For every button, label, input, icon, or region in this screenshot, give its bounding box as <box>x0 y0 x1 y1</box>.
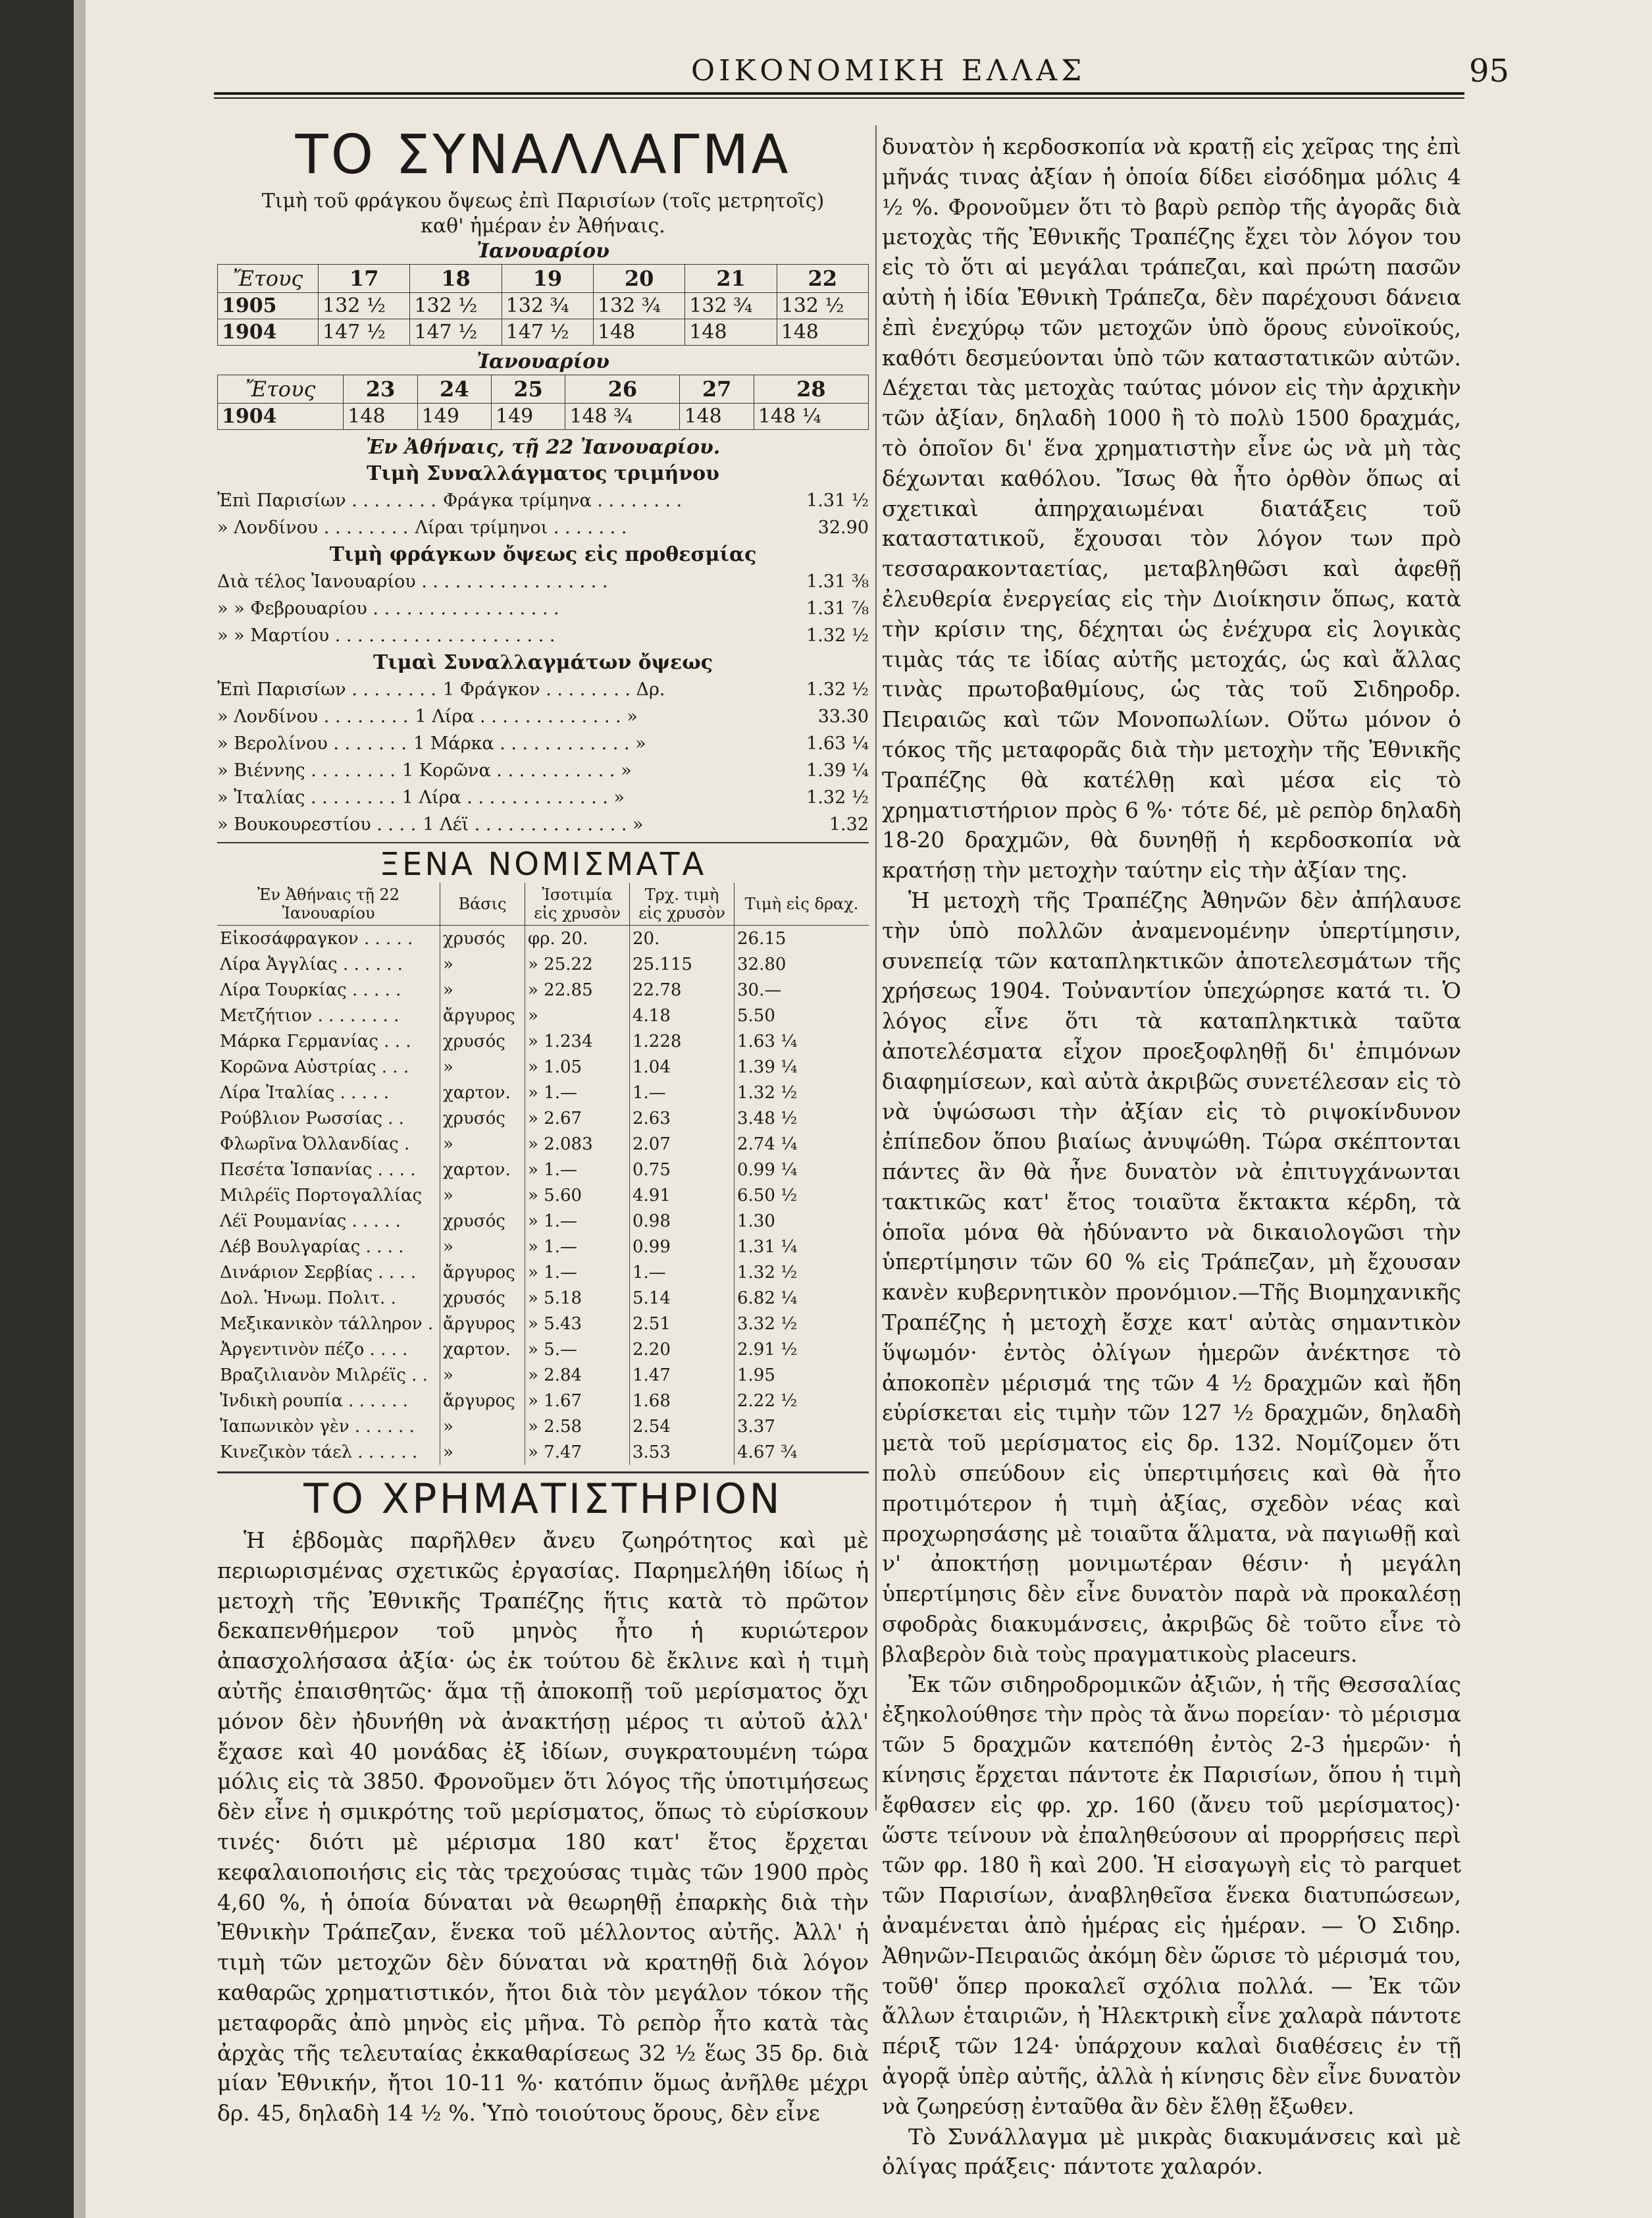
gold-price: 25.115 <box>630 951 735 977</box>
rate-cell: 148 <box>593 319 684 346</box>
table-row <box>218 404 869 430</box>
gold-price: 5.14 <box>630 1285 735 1311</box>
dateline: Ἐν Ἀθήναις, τῇ 22 Ἰανουαρίου. <box>365 436 721 459</box>
paragraph: Ἐκ τῶν σιδηροδρομικῶν ἀξιῶν, ἡ τῆς Θεσσαλίας ἐξηκολούθησε τὴν πρὸς τὰ ἄνω πορείαν· τὸ μέρισμα τῶν 5 δραχμῶν κατεπόθη ἐντὸς 2-3 ἡμερῶν· ἡ κίνησις ἔρχεται πάντοτε ἐκ Παρισίων, ὅπου ἡ τιμὴ ἔφθασεν εἰς φρ. χρ. 160 (ἄνευ τοῦ μερίσματος)· ὥστε τείνουν νὰ ἐπαληθεύσουν αἱ προρρήσεις περὶ τῶν φρ. 180 ἢ καὶ 200. Ἡ εἰσαγωγὴ εἰς τὸ parquet τῶν Παρισίων, ἀναβληθεῖσα ἕνεκα διατυπώσεων, ἀναμένεται ἀπὸ ἡμέρας εἰς ἡμέραν. — Ὁ Σιδηρ. Ἀθηνῶν-Πειραιῶς ἀκόμη δὲν ὥρισε τὸ μέρισμά του, τοῦθ' ὅπερ προκαλεῖ σχόλια πολλά. — Ἐκ τῶν ἄλλων ἑταιριῶν, ἡ Ἠλεκτρικὴ εἶνε χαλαρὰ πάντοτε πέριξ τῶν 124· ὑπάρχουν καλαὶ διαθέσεις ἐν τῇ ἀγορᾷ ὑπὲρ αὐτῆς, ἀλλὰ ἡ κίνησις δὲν εἶνε δυνατὸν νὰ ζωηρεύσῃ ἐνταῦθα ἂν δὲν ἔλθῃ ἔξωθεν. <box>882 1671 1461 2119</box>
drachma-price: 3.32 ½ <box>735 1311 869 1336</box>
table-row <box>217 1208 869 1234</box>
coin-basis: ἄργυρος <box>440 1259 525 1285</box>
table-row <box>217 926 869 952</box>
coin-basis: » <box>440 1439 525 1465</box>
gold-price: 1.— <box>630 1080 735 1105</box>
table-row <box>217 951 869 977</box>
coin-name: Ἀργεντινὸν πέζο . . . . <box>220 1339 408 1360</box>
rate-cell: 149 <box>492 404 565 430</box>
table-row <box>217 1003 869 1028</box>
gold-parity: » 1.— <box>525 1234 630 1259</box>
synallagma-subtitle-2: καθ' ἡμέραν ἐν Ἀθήναις. <box>421 215 665 238</box>
gold-price: 20. <box>630 926 735 952</box>
coin-basis: χρυσός <box>440 1285 525 1311</box>
gold-price: 2.20 <box>630 1336 735 1362</box>
rate-cell: 149 <box>417 404 491 430</box>
day-header: 27 <box>680 375 754 404</box>
gold-price: 22.78 <box>630 977 735 1003</box>
day-header: 28 <box>754 375 868 404</box>
list-item <box>217 703 869 730</box>
coin-name: Μάρκα Γερμανίας . . . <box>220 1031 411 1051</box>
rate-value: 1.31 ⅜ <box>806 571 869 592</box>
place-label: » Λονδίνου . . . . . . . . <box>217 517 409 538</box>
gold-parity: » 2.67 <box>525 1105 630 1131</box>
gold-price: 1.04 <box>630 1054 735 1080</box>
gold-price: 1.47 <box>630 1362 735 1388</box>
drachma-price: 0.99 ¼ <box>735 1157 869 1182</box>
gold-parity: » 1.— <box>525 1259 630 1285</box>
running-header: ΟΙΚΟΝΟΜΙΚΗ ΕΛΛΑΣ <box>691 54 1086 88</box>
coin-name: Πεσέτα Ἱσπανίας . . . . <box>220 1159 416 1180</box>
drachma-price: 1.32 ½ <box>735 1080 869 1105</box>
day-header: 23 <box>344 375 417 404</box>
coin-basis: χρυσός <box>440 926 525 952</box>
coin-basis: » <box>440 1131 525 1157</box>
section-heading: Τιμὴ Συναλλάγματος τριμήνου <box>367 462 719 485</box>
table-row <box>217 1259 869 1285</box>
day-header: 17 <box>319 265 410 293</box>
table-row <box>217 1413 869 1439</box>
table-row <box>217 1336 869 1362</box>
right-column <box>882 132 1461 2205</box>
rate-value: 1.39 ¼ <box>806 760 869 781</box>
table-row <box>217 1388 869 1413</box>
rate-cell: 132 ½ <box>777 293 868 319</box>
coin-basis: χαρτον. <box>440 1336 525 1362</box>
column-header: Τιμὴ εἰς δραχ. <box>735 883 869 926</box>
drachma-price: 4.67 ¾ <box>735 1439 869 1465</box>
table-row <box>218 293 869 319</box>
list-item <box>217 622 869 649</box>
gold-parity: » 1.— <box>525 1157 630 1182</box>
rate-value: 1.32 <box>829 814 869 835</box>
table-row <box>218 319 869 346</box>
drachma-price: 2.22 ½ <box>735 1388 869 1413</box>
three-month-section <box>217 460 869 838</box>
coin-name: Λίρα Τουρκίας . . . . . <box>220 980 401 1000</box>
rate-cell: 132 ¾ <box>685 293 777 319</box>
gold-parity: » 1.234 <box>525 1028 630 1054</box>
table-row <box>217 1311 869 1336</box>
page-number: 95 <box>1469 53 1510 90</box>
gold-price: 4.18 <box>630 1003 735 1028</box>
coin-basis: » <box>440 1182 525 1208</box>
table-row <box>217 1105 869 1131</box>
header-rule-thin <box>214 97 1464 99</box>
foreign-coins-table <box>217 883 869 1465</box>
rate-cell: 148 ¾ <box>565 404 680 430</box>
drachma-price: 1.95 <box>735 1362 869 1388</box>
table-row <box>217 1028 869 1054</box>
list-item <box>217 784 869 811</box>
term-label: Διὰ τέλος Ἰανουαρίου . . . . . . . . . . . . . . . . . <box>217 571 608 592</box>
coin-basis: » <box>440 951 525 977</box>
paragraph: Ἡ μετοχὴ τῆς Τραπέζης Ἀθηνῶν δὲν ἀπήλαυσε τὴν ὑπὸ πολλῶν ἀναμενομένην ὑπερτίμησιν, συνεπείᾳ τῶν καταπληκτικῶν ἀποτελεσμάτων τῆς χρήσεως 1904. Τοὐναντίον ὑπεχώρησε κατά τι. Ὁ λόγος εἶνε ὅτι τὰ καταπληκτικὰ ταῦτα ἀποτελέσματα εἶχον προεξοφληθῇ δι' ἐπιμόνων διαφημίσεων, καὶ αὐτὰ ἀκριβῶς συνετέλεσαν εἰς τὸ νὰ ὑψώσωσι τὴν ἀξίαν εἰς τὸ ριψοκίνδυνον ἐπίπεδον ὅπου βιαίως ἀνυψώθη. Τώρα σκέπτονται πάντες ἂν θὰ ἦνε δυνατὸν νὰ ἐπιτυγχάνωνται τακτικῶς κατ' ἔτος τοιαῦτα ἔκτακτα κέρδη, τὰ ὁποῖα μόνα θὰ ἠδύναντο νὰ δικαιολογῶσι τὴν ὑπερτίμησιν τῶν 60 % εἰς Τράπεζαν, μὴ ἔχουσαν κανὲν κυβερνητικὸν προνόμιον.—Τῆς Βιομηχανικῆς Τραπέζης ἡ μετοχὴ ἔσχε κατ' αὐτὰς σημαντικὸν ὕψωμόν· ἐντὸς ὀλίγων ἡμερῶν ἀνέκτησε τὸ ἀποκοπὲν μέρισμά της τῶν 4 ½ δραχμῶν καὶ ἤδη εὑρίσκεται εἰς τιμὴν τῶν 127 ½ δραχμῶν, δηλαδὴ μετὰ τοῦ μερίσματος εἰς δρ. 132. Νομίζομεν ὅτι πολὺ σπεύδουν εἰς ὑπερτιμήσεις καὶ θὰ ἦτο προτιμότερον ἡ τιμὴ ἀξίας, σχεδὸν νέας καὶ προχωρησάσης μὲ τοιαῦτα ἅλματα, νὰ παγιωθῇ καὶ ν' ἀποκτήσῃ μονιμωτέραν θέσιν· ἡ μεγάλη ὑπερτίμησις δὲν εἶνε δυνατὸν παρὰ νὰ προκαλέσῃ σφοδρὰς διακυμάνσεις, ἀκριβῶς δὲ τοῦτο εἶνε τὸ βλαβερὸν διὰ τοὺς πραγματικοὺς placeurs. <box>882 887 1461 1667</box>
coin-name: Μιλρέϊς Πορτογαλλίας <box>220 1185 423 1205</box>
coin-name: Μεξικανικὸν τάλληρον . <box>220 1313 434 1334</box>
coin-name: Μετζήτιον . . . . . . . . <box>220 1005 400 1026</box>
gold-price: 4.91 <box>630 1182 735 1208</box>
place-label: Ἐπὶ Παρισίων . . . . . . . . <box>217 679 436 700</box>
day-header: 22 <box>777 265 868 293</box>
list-item <box>217 568 869 595</box>
table-row <box>217 1234 869 1259</box>
rate-cell: 148 <box>344 404 417 430</box>
paragraph: δυνατὸν ἡ κερδοσκοπία νὰ κρατῇ εἰς χεῖρας της ἐπὶ μῆνάς τινας ἀξίαν ἡ ὁποία δίδει εἰσόδημα μόλις 4 ½ %. Φρονοῦμεν ὅτι τὸ βαρὺ ρεπὸρ τῆς ἀγορᾶς διὰ μετοχὰς τῆς Ἐθνικῆς Τραπέζης ἔχει τὸν λόγον του εἰς τὸ ὅτι αἱ μεγάλαι τράπεζαι, καὶ πρώτη πασῶν αὐτὴ ἡ ἰδία Ἐθνικὴ Τράπεζα, δὲν παρέχουσι δάνεια ἐπὶ ἐνεχύρῳ τῶν μετοχῶν ὑπὸ ὅρους εὐνοϊκούς, καθότι δεσμεύονται ὑπὸ τῶν καταστατικῶν αὐτῶν. Δέχεται τὰς μετοχὰς ταύτας μόνον εἰς τὴν ἀρχικὴν τῶν ἀξίαν, δηλαδὴ 1000 ἢ τὸ πολὺ 1500 δραχμάς, τὸ ὁποῖον δι' ἕνα χρηματιστὴν εἶνε ὡς νὰ μὴ τὰς δέχωνται καθόλου. Ἴσως θὰ ἦτο ὀρθὸν ὅπως αἱ σχετικαὶ ἀπηρχαιωμέναι διατάξεις τοῦ καταστατικοῦ, ἔχουσαι τὸν λόγον των πρὸ τεσσαρακονταετίας, μεταβληθῶσι καὶ ἀφεθῇ ἐλευθερία ἐνεργείας εἰς τὴν Διοίκησιν ὅπως, κατὰ τὴν κρίσιν της, δέχηται ὡς ἐνέχυρα εἰς λογικὰς τιμὰς τάς τε ἰδίας αὐτῆς μετοχάς, ὡς καὶ ἄλλας τινὰς πρωτοβαθμίους, ὡς τὰς τοῦ Σιδηροδρ. Πειραιῶς καὶ τῶν Μονοπωλίων. Οὕτω μόνον ὁ τόκος τῆς μεταφορᾶς διὰ τὴν μετοχὴν τῆς Ἐθνικῆς Τραπέζης θὰ κατέλθῃ καὶ μέσα εἰς τὸ χρηματιστήριον πρὸς 6 %· τότε δέ, μὲ ρεπὸρ δηλαδὴ 18-20 δραχμῶν, θὰ δυνηθῇ ἡ κερδοσκοπία νὰ κρατήσῃ τὴν μετοχὴν ταύτην εἰς τὴν ἀξίαν της. <box>882 134 1461 884</box>
rate-value: 1.31 ⅞ <box>806 598 869 619</box>
drachma-price: 5.50 <box>735 1003 869 1028</box>
drachma-price: 1.30 <box>735 1208 869 1234</box>
paragraph: Τὸ Συνάλλαγμα μὲ μικρὰς διακυμάνσεις καὶ μὲ ὀλίγας πράξεις· πάντοτε χαλαρόν. <box>882 2123 1461 2180</box>
coin-basis: ἄργυρος <box>440 1003 525 1028</box>
table-row <box>217 1439 869 1465</box>
coin-name: Δολ. Ἡνωμ. Πολιτ. . <box>220 1288 396 1308</box>
unit-label: Φράγκα τρίμηνα . . . . . . . . <box>442 490 683 511</box>
coin-basis: » <box>440 977 525 1003</box>
gold-price: 0.99 <box>630 1234 735 1259</box>
unit-label: 1 Φράγκον . . . . . . . . Δρ. <box>442 679 665 700</box>
year-cell: 1904 <box>218 404 344 430</box>
rate-value: 1.32 ½ <box>806 625 869 646</box>
place-label: » Βερολίνου . . . . . . . <box>217 733 407 754</box>
book-gutter <box>0 0 74 2218</box>
year-cell: 1905 <box>218 293 319 319</box>
coin-basis: » <box>440 1234 525 1259</box>
gold-parity: φρ. 20. <box>525 926 630 952</box>
place-label: Ἐπὶ Παρισίων . . . . . . . . <box>217 490 436 511</box>
list-item <box>217 487 869 514</box>
rates-table-2 <box>217 375 869 430</box>
month-heading-1: Ἰανουαρίου <box>477 240 609 263</box>
coin-basis: χαρτον. <box>440 1157 525 1182</box>
term-label: » » Μαρτίου . . . . . . . . . . . . . . . . . . . . <box>217 625 555 646</box>
drachma-price: 2.91 ½ <box>735 1336 869 1362</box>
coin-basis: χαρτον. <box>440 1080 525 1105</box>
coin-basis: » <box>440 1413 525 1439</box>
synallagma-title: ΤΟ ΣΥΝΑΛΛΑΓΜΑ <box>295 124 791 186</box>
gold-parity: » <box>525 1003 630 1028</box>
gold-price: 2.63 <box>630 1105 735 1131</box>
day-header: 25 <box>492 375 565 404</box>
rate-value: 33.30 <box>817 706 869 727</box>
unit-label: 1 Λέϊ . . . . . . . . . . . . . . » <box>423 814 644 835</box>
coin-name: Ἰαπωνικὸν γὲν . . . . . . <box>220 1416 415 1437</box>
drachma-price: 26.15 <box>735 926 869 952</box>
table-row <box>217 1080 869 1105</box>
table-row <box>217 977 869 1003</box>
list-item <box>217 811 869 838</box>
table-row <box>217 1131 869 1157</box>
day-header: 24 <box>417 375 491 404</box>
rate-cell: 148 <box>680 404 754 430</box>
coin-name: Βραζιλιανὸν Μιλρέϊς . . <box>220 1365 428 1385</box>
column-header: Βάσις <box>440 883 525 926</box>
coin-basis: χρυσός <box>440 1028 525 1054</box>
gold-parity: » 2.58 <box>525 1413 630 1439</box>
table-row <box>217 1362 869 1388</box>
rate-cell: 148 <box>685 319 777 346</box>
rate-value: 1.31 ½ <box>806 490 869 511</box>
coin-name: Λίρα Ἰταλίας . . . . . <box>220 1082 390 1103</box>
article-body-right <box>882 132 1461 2182</box>
header-rule <box>214 92 1464 95</box>
rates-table-1 <box>217 264 869 346</box>
gold-price: 2.54 <box>630 1413 735 1439</box>
list-item <box>217 730 869 757</box>
drachma-price: 1.32 ½ <box>735 1259 869 1285</box>
coin-name: Λέϊ Ρουμανίας . . . . . <box>220 1211 401 1231</box>
drachma-price: 30.— <box>735 977 869 1003</box>
drachma-price: 3.48 ½ <box>735 1105 869 1131</box>
list-item <box>217 595 869 622</box>
list-item <box>217 757 869 784</box>
gold-parity: » 22.85 <box>525 977 630 1003</box>
list-item <box>217 676 869 703</box>
column-header: Ἐν Ἀθήναις τῇ 22 Ἰανουαρίου <box>217 883 440 926</box>
year-column-header: Ἔτους <box>218 265 319 293</box>
coin-name: Ρούβλιον Ρωσσίας . . <box>220 1108 404 1128</box>
unit-label: 1 Κορῶνα . . . . . . . . . . . » <box>401 760 632 781</box>
unit-label: Λίραι τρίμηνοι . . . . . . . <box>415 517 627 538</box>
list-item <box>217 514 869 541</box>
place-label: » Βουκουρεστίου . . . . <box>217 814 417 835</box>
gold-parity: » 7.47 <box>525 1439 630 1465</box>
rate-cell: 132 ¾ <box>593 293 684 319</box>
rate-value: 1.63 ¼ <box>806 733 869 754</box>
gold-price: 3.53 <box>630 1439 735 1465</box>
drachma-price: 6.50 ½ <box>735 1182 869 1208</box>
term-label: » » Φεβρουαρίου . . . . . . . . . . . . . . . . . <box>217 598 559 619</box>
rate-cell: 132 ¾ <box>502 293 593 319</box>
year-column-header: Ἔτους <box>218 375 344 404</box>
gold-price: 1.— <box>630 1259 735 1285</box>
coin-basis: » <box>440 1362 525 1388</box>
gold-parity: » 5.— <box>525 1336 630 1362</box>
unit-label: 1 Λίρα . . . . . . . . . . . . . » <box>401 787 625 808</box>
column-divider <box>875 125 877 1810</box>
section-heading: Τιμὴ φράγκων ὄψεως εἰς προθεσμίας <box>329 543 757 566</box>
place-label: » Βιέννης . . . . . . . . <box>217 760 396 781</box>
table-row <box>217 1157 869 1182</box>
article-body-left <box>217 1525 869 2128</box>
table-row <box>217 1054 869 1080</box>
gold-parity: » 1.— <box>525 1080 630 1105</box>
coin-name: Ἰνδικὴ ρουπία . . . . . . <box>220 1390 409 1411</box>
gold-parity: » 1.— <box>525 1208 630 1234</box>
gold-price: 1.68 <box>630 1388 735 1413</box>
gold-parity: » 25.22 <box>525 951 630 977</box>
day-header: 20 <box>593 265 684 293</box>
day-header: 18 <box>410 265 502 293</box>
column-header: Τρχ. τιμὴ εἰς χρυσὸν <box>630 883 735 926</box>
column-header: Ἰσοτιμία εἰς χρυσὸν <box>525 883 630 926</box>
gold-price: 2.51 <box>630 1311 735 1336</box>
day-header: 21 <box>685 265 777 293</box>
gold-parity: » 5.18 <box>525 1285 630 1311</box>
place-label: » Λονδίνου . . . . . . . . <box>217 706 409 727</box>
rate-cell: 132 ½ <box>319 293 410 319</box>
rate-cell: 148 ¼ <box>754 404 868 430</box>
rate-cell: 148 <box>777 319 868 346</box>
synallagma-subtitle-1: Τιμὴ τοῦ φράγκου ὄψεως ἐπὶ Παρισίων (τοῖς μετρητοῖς) <box>261 190 825 213</box>
rate-cell: 132 ½ <box>410 293 502 319</box>
month-heading-2: Ἰανουαρίου <box>477 350 609 373</box>
gold-parity: » 1.67 <box>525 1388 630 1413</box>
xena-title: ΞΕΝΑ ΝΟΜΙΣΜΑΤΑ <box>217 842 869 883</box>
coin-basis: » <box>440 1054 525 1080</box>
coin-basis: ἄργυρος <box>440 1388 525 1413</box>
rate-value: 1.32 ½ <box>806 787 869 808</box>
gold-parity: » 2.84 <box>525 1362 630 1388</box>
day-header: 26 <box>565 375 680 404</box>
drachma-price: 1.31 ¼ <box>735 1234 869 1259</box>
coin-name: Κορῶνα Αὐστρίας . . . <box>220 1057 409 1077</box>
book-gutter-edge <box>74 0 86 2218</box>
coin-basis: χρυσός <box>440 1105 525 1131</box>
rate-cell: 147 ½ <box>319 319 410 346</box>
coin-name: Λέβ Βουλγαρίας . . . . <box>220 1236 404 1257</box>
coin-basis: χρυσός <box>440 1208 525 1234</box>
gold-parity: » 1.05 <box>525 1054 630 1080</box>
left-column <box>217 112 869 2205</box>
day-header: 19 <box>502 265 593 293</box>
gold-price: 2.07 <box>630 1131 735 1157</box>
rate-cell: 147 ½ <box>410 319 502 346</box>
gold-price: 0.75 <box>630 1157 735 1182</box>
chrimatistirion-title: ΤΟ ΧΡΗΜΑΤΙΣΤΗΡΙΟΝ <box>217 1471 869 1523</box>
unit-label: 1 Μάρκα . . . . . . . . . . . . » <box>413 733 646 754</box>
place-label: » Ἰταλίας . . . . . . . . <box>217 787 396 808</box>
gold-price: 0.98 <box>630 1208 735 1234</box>
drachma-price: 2.74 ¼ <box>735 1131 869 1157</box>
coin-basis: ἄργυρος <box>440 1311 525 1336</box>
rate-value: 1.32 ½ <box>806 679 869 700</box>
year-cell: 1904 <box>218 319 319 346</box>
gold-parity: » 5.43 <box>525 1311 630 1336</box>
rate-cell: 147 ½ <box>502 319 593 346</box>
drachma-price: 3.37 <box>735 1413 869 1439</box>
table-row <box>217 1285 869 1311</box>
gold-price: 1.228 <box>630 1028 735 1054</box>
coin-name: Δινάριον Σερβίας . . . . <box>220 1262 417 1282</box>
coin-name: Λίρα Ἀγγλίας . . . . . . <box>220 954 403 974</box>
paragraph: Ἡ ἑβδομὰς παρῆλθεν ἄνευ ζωηρότητος καὶ μὲ περιωρισμένας σχετικῶς ἐργασίας. Παρημελήθη ἰδίως ἡ μετοχὴ τῆς Ἐθνικῆς Τραπέζης ἥτις κατὰ τὸ πρῶτον δεκαπενθήμερον τοῦ μηνὸς ἦτο ἡ κυριώτερον ἀπασχολήσασα ἀξία· ὡς ἐκ τούτου δὲ ἔκλινε καὶ ἡ τιμὴ αὐτῆς ἐπαισθητῶς· ἅμα τῇ ἀποκοπῇ τοῦ μερίσματος ὄχι μόνον δὲν ἠδυνήθη νὰ ἀνακτήσῃ μέρος τι αὐτοῦ ἀλλ' ἔχασε καὶ 40 μονάδας ἐξ ἰδίων, συγκρατουμένη τώρα μόλις εἰς τὰ 3850. Φρονοῦμεν ὅτι λόγος τῆς ὑποτιμήσεως δὲν εἶνε ἡ σμικρότης τοῦ μερίσματος, ὅπως τὸ εὑρίσκουν τινές· διότι μὲ μέρισμα 180 κατ' ἔτος ἔρχεται κεφαλαιοποιήσις εἰς τὰς τρεχούσας τιμὰς τῶν 1900 πρὸς 4,60 %, ἡ ὁποία δύναται νὰ θεωρηθῇ ἐπαρκὴς διὰ τὴν Ἐθνικὴν Τράπεζαν, ἕνεκα τοῦ μέλλοντος αὐτῆς. Ἀλλ' ἡ τιμὴ τῶν μετοχῶν δὲν δύναται νὰ κρατηθῇ διὰ λόγον καθαρῶς χρηματιστικόν, ἤτοι διὰ τὸν μεγάλον τόκον τῆς μεταφορᾶς ἀπὸ μηνὸς εἰς μῆνα. Τὸ ρεπὸρ ἦτο κατὰ τὰς ἀρχὰς τῆς τελευταίας ἐκκαθαρίσεως 32 ½ ἕως 35 δρ. διὰ μίαν Ἐθνικήν, ἤτοι 10-11 %· κατόπιν ὅμως ἀνῆλθε μέχρι δρ. 45, δηλαδὴ 14 ½ %. Ὑπὸ τοιούτους ὅρους, δὲν εἶνε <box>217 1527 869 2126</box>
drachma-price: 6.82 ¼ <box>735 1285 869 1311</box>
coin-name: Κινεζικὸν τάελ . . . . . . <box>220 1442 418 1462</box>
drachma-price: 1.63 ¼ <box>735 1028 869 1054</box>
section-heading: Τιμαὶ Συναλλαγμάτων ὄψεως <box>373 651 713 674</box>
gold-parity: » 5.60 <box>525 1182 630 1208</box>
drachma-price: 32.80 <box>735 951 869 977</box>
drachma-price: 1.39 ¼ <box>735 1054 869 1080</box>
unit-label: 1 Λίρα . . . . . . . . . . . . . » <box>415 706 638 727</box>
coin-name: Εἰκοσάφραγκον . . . . . <box>220 928 413 949</box>
gold-parity: » 2.083 <box>525 1131 630 1157</box>
coin-name: Φλωρῖνα Ὀλλανδίας . <box>220 1134 410 1154</box>
table-row <box>217 1182 869 1208</box>
rate-value: 32.90 <box>817 517 869 538</box>
